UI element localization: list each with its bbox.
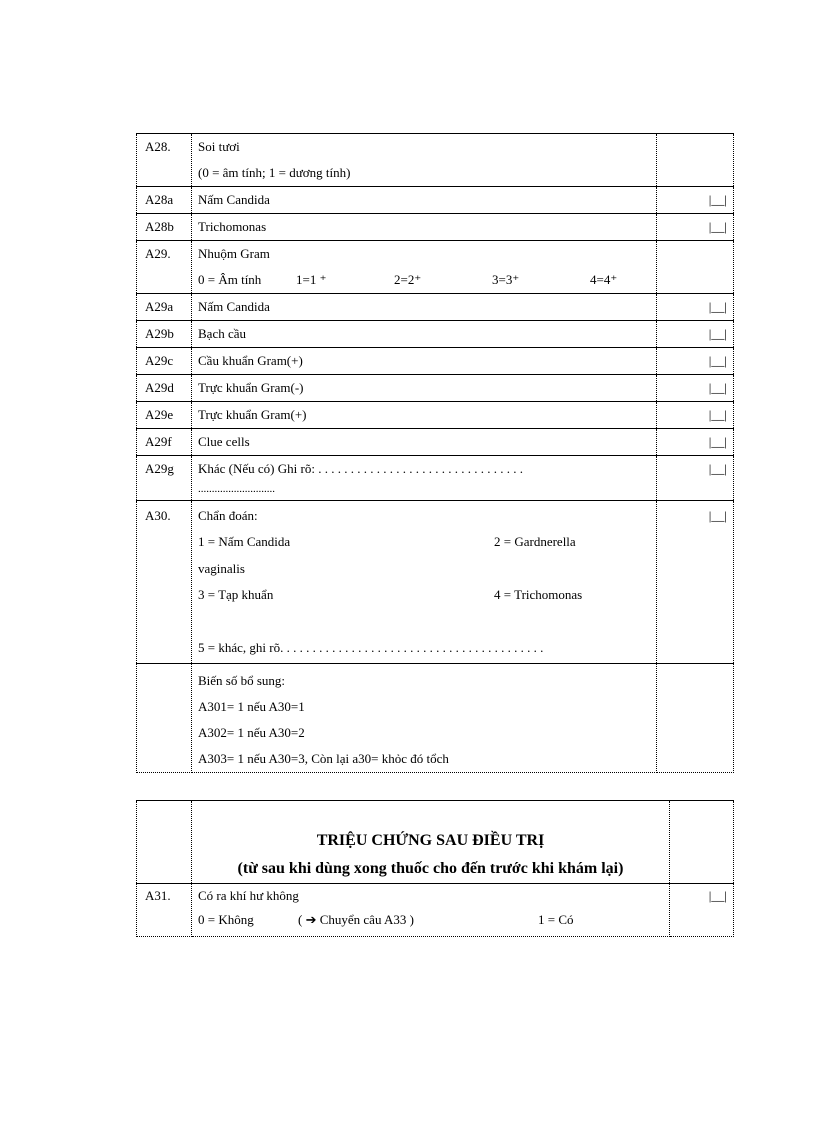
code-a29d: A29d xyxy=(137,375,192,402)
row-a28b xyxy=(137,214,734,241)
a30-title: Chẩn đoán: xyxy=(198,508,258,523)
row-a29e xyxy=(137,402,734,429)
a30-opt2: 2 = Gardnerella xyxy=(494,534,576,549)
label-a28a: Nấm Candida xyxy=(192,187,657,214)
a31-opt0: 0 = Không xyxy=(198,912,254,927)
a29-scale xyxy=(198,267,650,293)
row-a29d xyxy=(137,375,734,402)
a29-scale-3: 3=3⁺ xyxy=(492,272,520,287)
label-a29a: Nấm Candida xyxy=(192,294,657,321)
a31-question: Có ra khí hư không xyxy=(198,888,299,903)
label-a29c: Cầu khuẩn Gram(+) xyxy=(192,348,657,375)
label-a29b: Bạch cầu xyxy=(192,321,657,348)
answer-box-a29a[interactable]: |__| xyxy=(657,294,734,321)
a29-scale-0: 0 = Âm tính xyxy=(198,272,262,287)
a30-opt1: 1 = Nấm Candida xyxy=(198,534,291,549)
a28-scale: (0 = âm tính; 1 = dương tính) xyxy=(198,165,351,180)
section-title: TRIỆU CHỨNG SAU ĐIỀU TRỊ xyxy=(316,832,545,849)
code-a29: A29. xyxy=(137,241,192,294)
code-a29e: A29e xyxy=(137,402,192,429)
a28-title: Soi tươi xyxy=(198,139,240,154)
a30-opt3: 3 = Tạp khuẩn xyxy=(198,587,274,602)
row-extra-variables xyxy=(137,664,734,773)
a29g-dots: ............................ xyxy=(198,483,275,495)
extra-l1: A301= 1 nếu A30=1 xyxy=(198,699,305,714)
answer-box-a28b[interactable]: |__| xyxy=(657,214,734,241)
lab-results-table xyxy=(136,133,734,773)
row-a30 xyxy=(137,501,734,664)
answer-box-a30[interactable]: |__| xyxy=(657,501,734,664)
row-heading xyxy=(137,801,734,884)
code-a29f: A29f xyxy=(137,429,192,456)
a30-opt4: 4 = Trichomonas xyxy=(494,587,583,602)
row-a28a xyxy=(137,187,734,214)
a29-scale-2: 2=2⁺ xyxy=(394,272,422,287)
code-a29c: A29c xyxy=(137,348,192,375)
row-a31 xyxy=(137,884,734,937)
answer-box-a31[interactable]: |__| xyxy=(670,884,734,937)
label-a29f: Clue cells xyxy=(192,429,657,456)
row-a29f xyxy=(137,429,734,456)
answer-box-a29f[interactable]: |__| xyxy=(657,429,734,456)
a29-scale-4: 4=4⁺ xyxy=(590,272,618,287)
answer-box-a29e[interactable]: |__| xyxy=(657,402,734,429)
row-a29b xyxy=(137,321,734,348)
code-a28a: A28a xyxy=(137,187,192,214)
code-a29a: A29a xyxy=(137,294,192,321)
a30-opt2b: vaginalis xyxy=(198,561,245,576)
row-a29g xyxy=(137,456,734,501)
a31-opt1: 1 = Có xyxy=(538,912,574,927)
answer-box-a28a[interactable]: |__| xyxy=(657,187,734,214)
row-a29c xyxy=(137,348,734,375)
code-a28b: A28b xyxy=(137,214,192,241)
answer-box-a29g[interactable]: |__| xyxy=(657,456,734,501)
code-a28: A28. xyxy=(137,134,192,187)
label-a29g: Khác (Nếu có) Ghi rõ: . . . . . . . . . . . . . . . . . . . . . . . . . . . . . . . . xyxy=(198,461,523,476)
a29-title: Nhuộm Gram xyxy=(198,246,270,261)
label-a29e: Trực khuẩn Gram(+) xyxy=(192,402,657,429)
row-a29 xyxy=(137,241,734,294)
extra-l3: A303= 1 nếu A30=3, Còn lại a30= khỏc đó tổch xyxy=(198,751,449,766)
a30-opt5: 5 = khác, ghi rõ. . . . . . . . . . . . . . . . . . . . . . . . . . . . . . . . . . . . . . . . . xyxy=(198,640,544,655)
label-a28b: Trichomonas xyxy=(192,214,657,241)
label-a29d: Trực khuẩn Gram(-) xyxy=(192,375,657,402)
section-subtitle: (từ sau khi dùng xong thuốc cho đến trước khi khám lại) xyxy=(237,860,624,877)
extra-title: Biến số bổ sung: xyxy=(198,673,286,688)
post-treatment-table xyxy=(136,800,734,937)
answer-box-a29c[interactable]: |__| xyxy=(657,348,734,375)
code-a29g: A29g xyxy=(137,456,192,501)
code-a31: A31. xyxy=(137,884,192,937)
row-a28 xyxy=(137,134,734,187)
answer-box-a29d[interactable]: |__| xyxy=(657,375,734,402)
extra-l2: A302= 1 nếu A30=2 xyxy=(198,725,305,740)
a31-skip: ( ➔ Chuyển câu A33 ) xyxy=(298,912,414,927)
code-a29b: A29b xyxy=(137,321,192,348)
a29-scale-1: 1=1 ⁺ xyxy=(296,272,327,287)
answer-box-a29b[interactable]: |__| xyxy=(657,321,734,348)
code-a30: A30. xyxy=(137,501,192,664)
row-a29a xyxy=(137,294,734,321)
